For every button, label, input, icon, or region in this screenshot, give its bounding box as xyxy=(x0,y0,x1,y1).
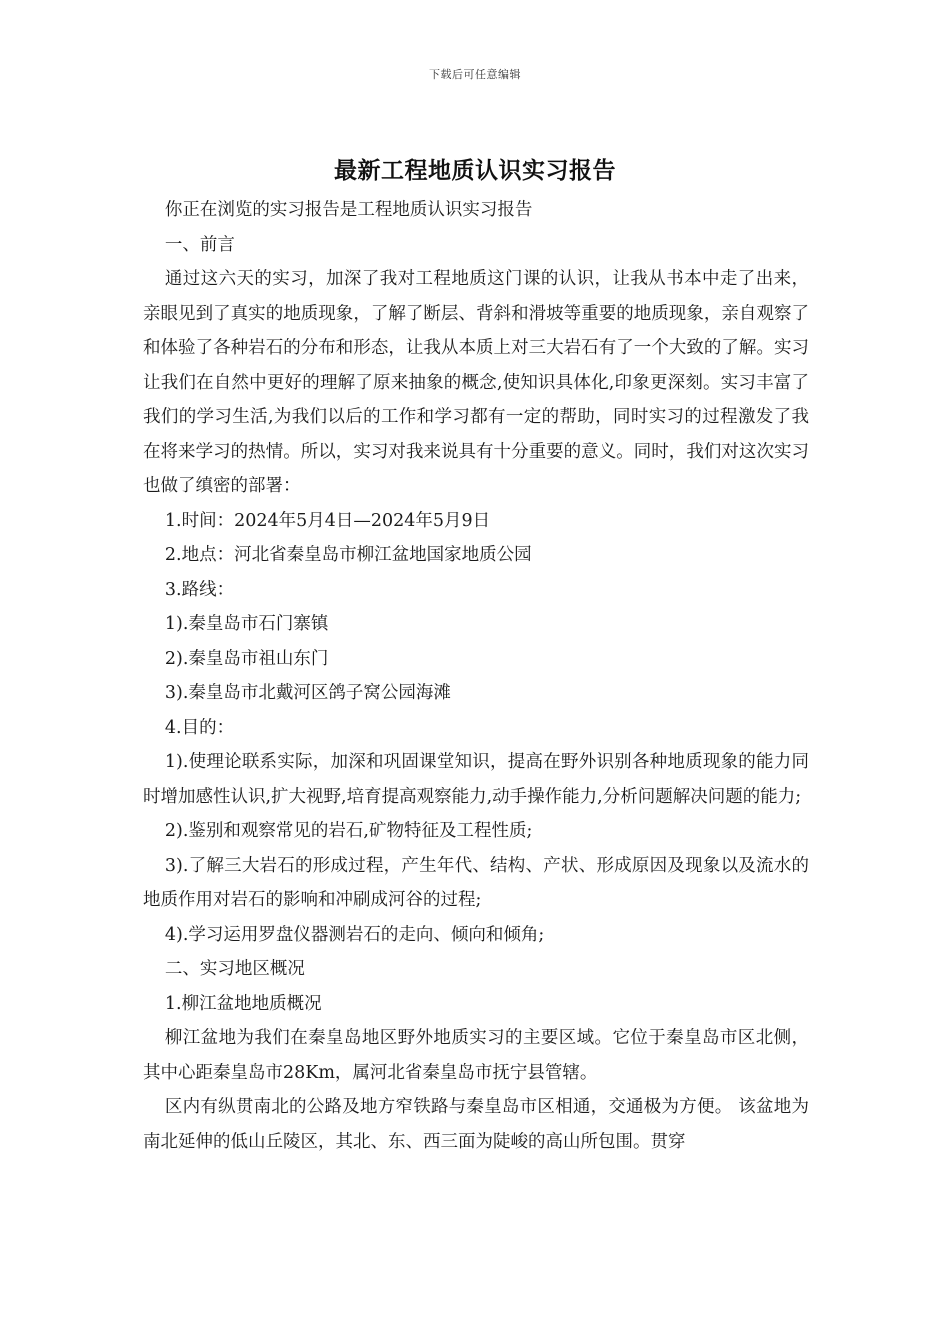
list-item-time: 1.时间：2024年5月4日—2024年5月9日 xyxy=(164,510,491,531)
list-item-route: 3.路线： xyxy=(164,579,235,600)
route-item-3: 3).秦皇岛市北戴河区鸽子窝公园海滩 xyxy=(164,683,451,703)
document-title: 最新工程地质认识实习报告 xyxy=(334,157,616,184)
header-note: 下载后可任意编辑 xyxy=(429,68,521,81)
section-heading-preface: 一、前言 xyxy=(164,234,235,255)
paragraph-basin-transport: 区内有纵贯南北的公路及地方窄铁路与秦皇岛市区相通，交通极为方便。 该盆地为南北延伸的低山丘陵区，其北、东、西三面为陡峻的高山所包围。贯穿 xyxy=(143,1097,809,1152)
paragraph-intro: 你正在浏览的实习报告是工程地质认识实习报告 xyxy=(164,200,533,220)
purpose-item-4: 4).学习运用罗盘仪器测岩石的走向、倾向和倾角; xyxy=(164,924,545,945)
paragraph-preface: 通过这六天的实习，加深了我对工程地质这门课的认识，让我从书本中走了出来，亲眼见到了真实的地质现象，了解了断层、背斜和滑坡等重要的地质现象，亲自观察了和体验了各种岩石的分布和形态，让我从本质上对三大岩石有了一个大致的了解。实习让我们在自然中更好的理解了原来抽象的概念,使知识具体化,印象更深刻。实习丰富了我们的学习生活,为我们以后的工作和学习都有一定的帮助，同时实习的过程激发了我在将来学习的热情。所以，实习对我来说具有十分重要的意义。同时，我们对这次实习也做了缜密的部署： xyxy=(143,269,809,496)
list-item-purpose: 4.目的： xyxy=(164,717,235,738)
route-item-1: 1).秦皇岛市石门寨镇 xyxy=(164,614,329,634)
purpose-item-1: 1).使理论联系实际，加深和巩固课堂知识，提高在野外识别各种地质现象的能力同时增加感性认识,扩大视野,培育提高观察能力,动手操作能力,分析问题解决问题的能力; xyxy=(143,752,809,807)
purpose-item-3: 3).了解三大岩石的形成过程，产生年代、结构、产状、形成原因及现象以及流水的地质作用对岩石的影响和冲刷成河谷的过程; xyxy=(143,855,809,910)
document-body xyxy=(143,193,809,1159)
list-item-location: 2.地点：河北省秦皇岛市柳江盆地国家地质公园 xyxy=(164,545,532,565)
subsection-heading-geology: 1.柳江盆地地质概况 xyxy=(164,993,322,1014)
paragraph-basin-location: 柳江盆地为我们在秦皇岛地区野外地质实习的主要区域。它位于秦皇岛市区北侧，其中心距秦皇岛市28Km，属河北省秦皇岛市抚宁县管辖。 xyxy=(143,1028,809,1083)
purpose-item-2: 2).鉴别和观察常见的岩石,矿物特征及工程性质; xyxy=(164,821,533,841)
route-item-2: 2).秦皇岛市祖山东门 xyxy=(164,648,329,669)
section-heading-overview: 二、实习地区概况 xyxy=(164,959,305,979)
